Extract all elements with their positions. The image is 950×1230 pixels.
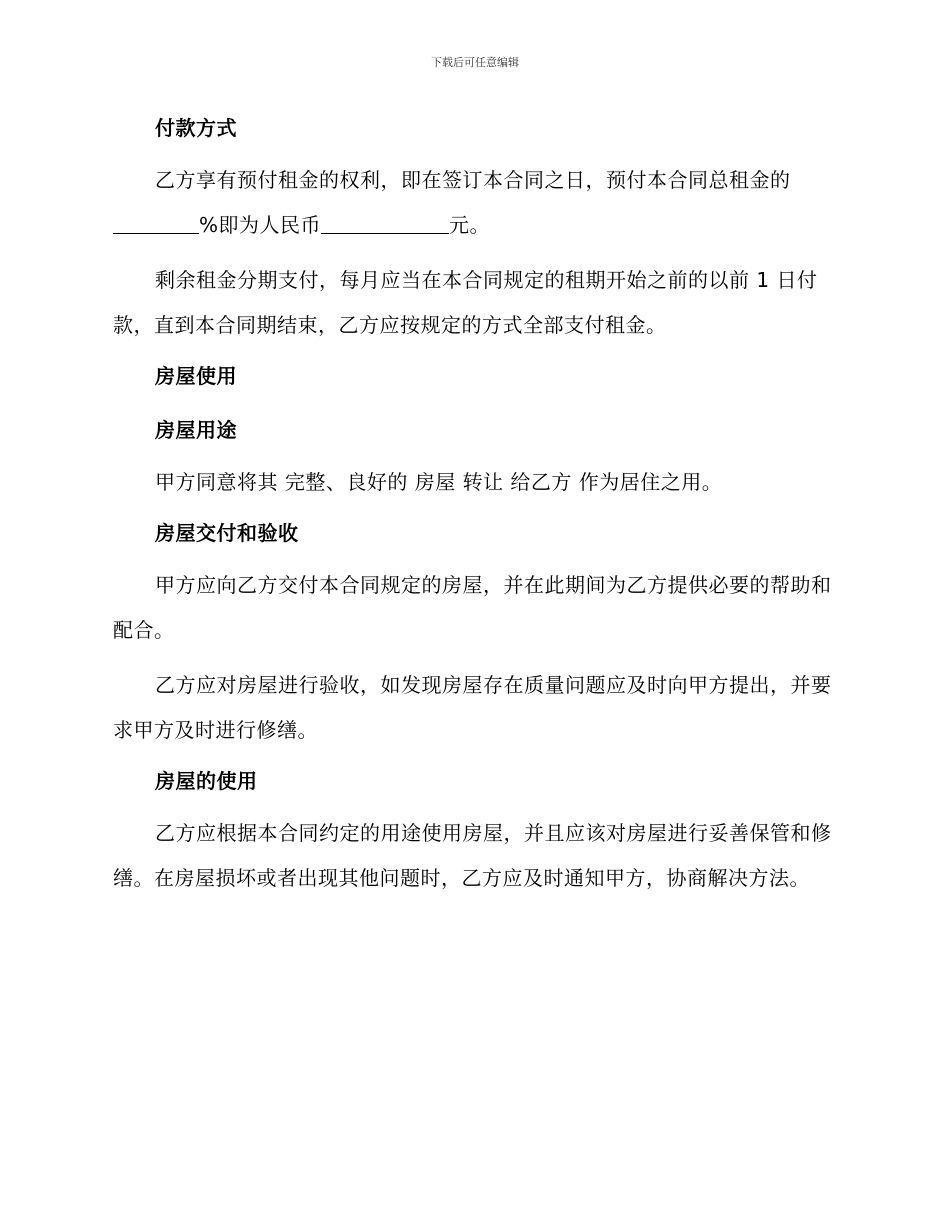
paragraph-inspection: 乙方应对房屋进行验收，如发现房屋存在质量问题应及时向甲方提出，并要求甲方及时进行修缮。 bbox=[113, 673, 832, 742]
paragraph-delivery: 甲方应向乙方交付本合同规定的房屋，并在此期间为乙方提供必要的帮助和配合。 bbox=[113, 573, 832, 642]
document-body bbox=[113, 110, 833, 911]
section-title-house-use: 房屋使用 bbox=[155, 364, 237, 388]
section-title-house-purpose: 房屋用途 bbox=[155, 418, 237, 442]
paragraph-usage: 乙方应根据本合同约定的用途使用房屋，并且应该对房屋进行妥善保管和修缮。在房屋损坏或者出现其他问题时，乙方应及时通知甲方，协商解决方法。 bbox=[113, 821, 832, 890]
page-header-note: 下载后可任意编辑 bbox=[431, 56, 519, 69]
prepayment-text-part2: %即为人民币 bbox=[199, 213, 322, 237]
paragraph-prepayment bbox=[113, 158, 833, 248]
prepayment-text-part3: 元。 bbox=[449, 213, 491, 237]
percent-blank[interactable] bbox=[113, 213, 199, 234]
paragraph-installments: 剩余租金分期支付，每月应当在本合同规定的租期开始之前的以前 1 日付款，直到本合同期结束，乙方应按规定的方式全部支付租金。 bbox=[113, 268, 818, 337]
prepayment-text-part1: 乙方享有预付租金的权利，即在签订本合同之日，预付本合同总租金的 bbox=[155, 168, 791, 192]
section-title-payment: 付款方式 bbox=[155, 116, 237, 140]
section-title-delivery: 房屋交付和验收 bbox=[155, 521, 299, 545]
section-title-usage: 房屋的使用 bbox=[155, 769, 258, 793]
paragraph-purpose: 甲方同意将其 完整、良好的 房屋 转让 给乙方 作为居住之用。 bbox=[155, 470, 723, 494]
amount-blank[interactable] bbox=[321, 213, 449, 234]
